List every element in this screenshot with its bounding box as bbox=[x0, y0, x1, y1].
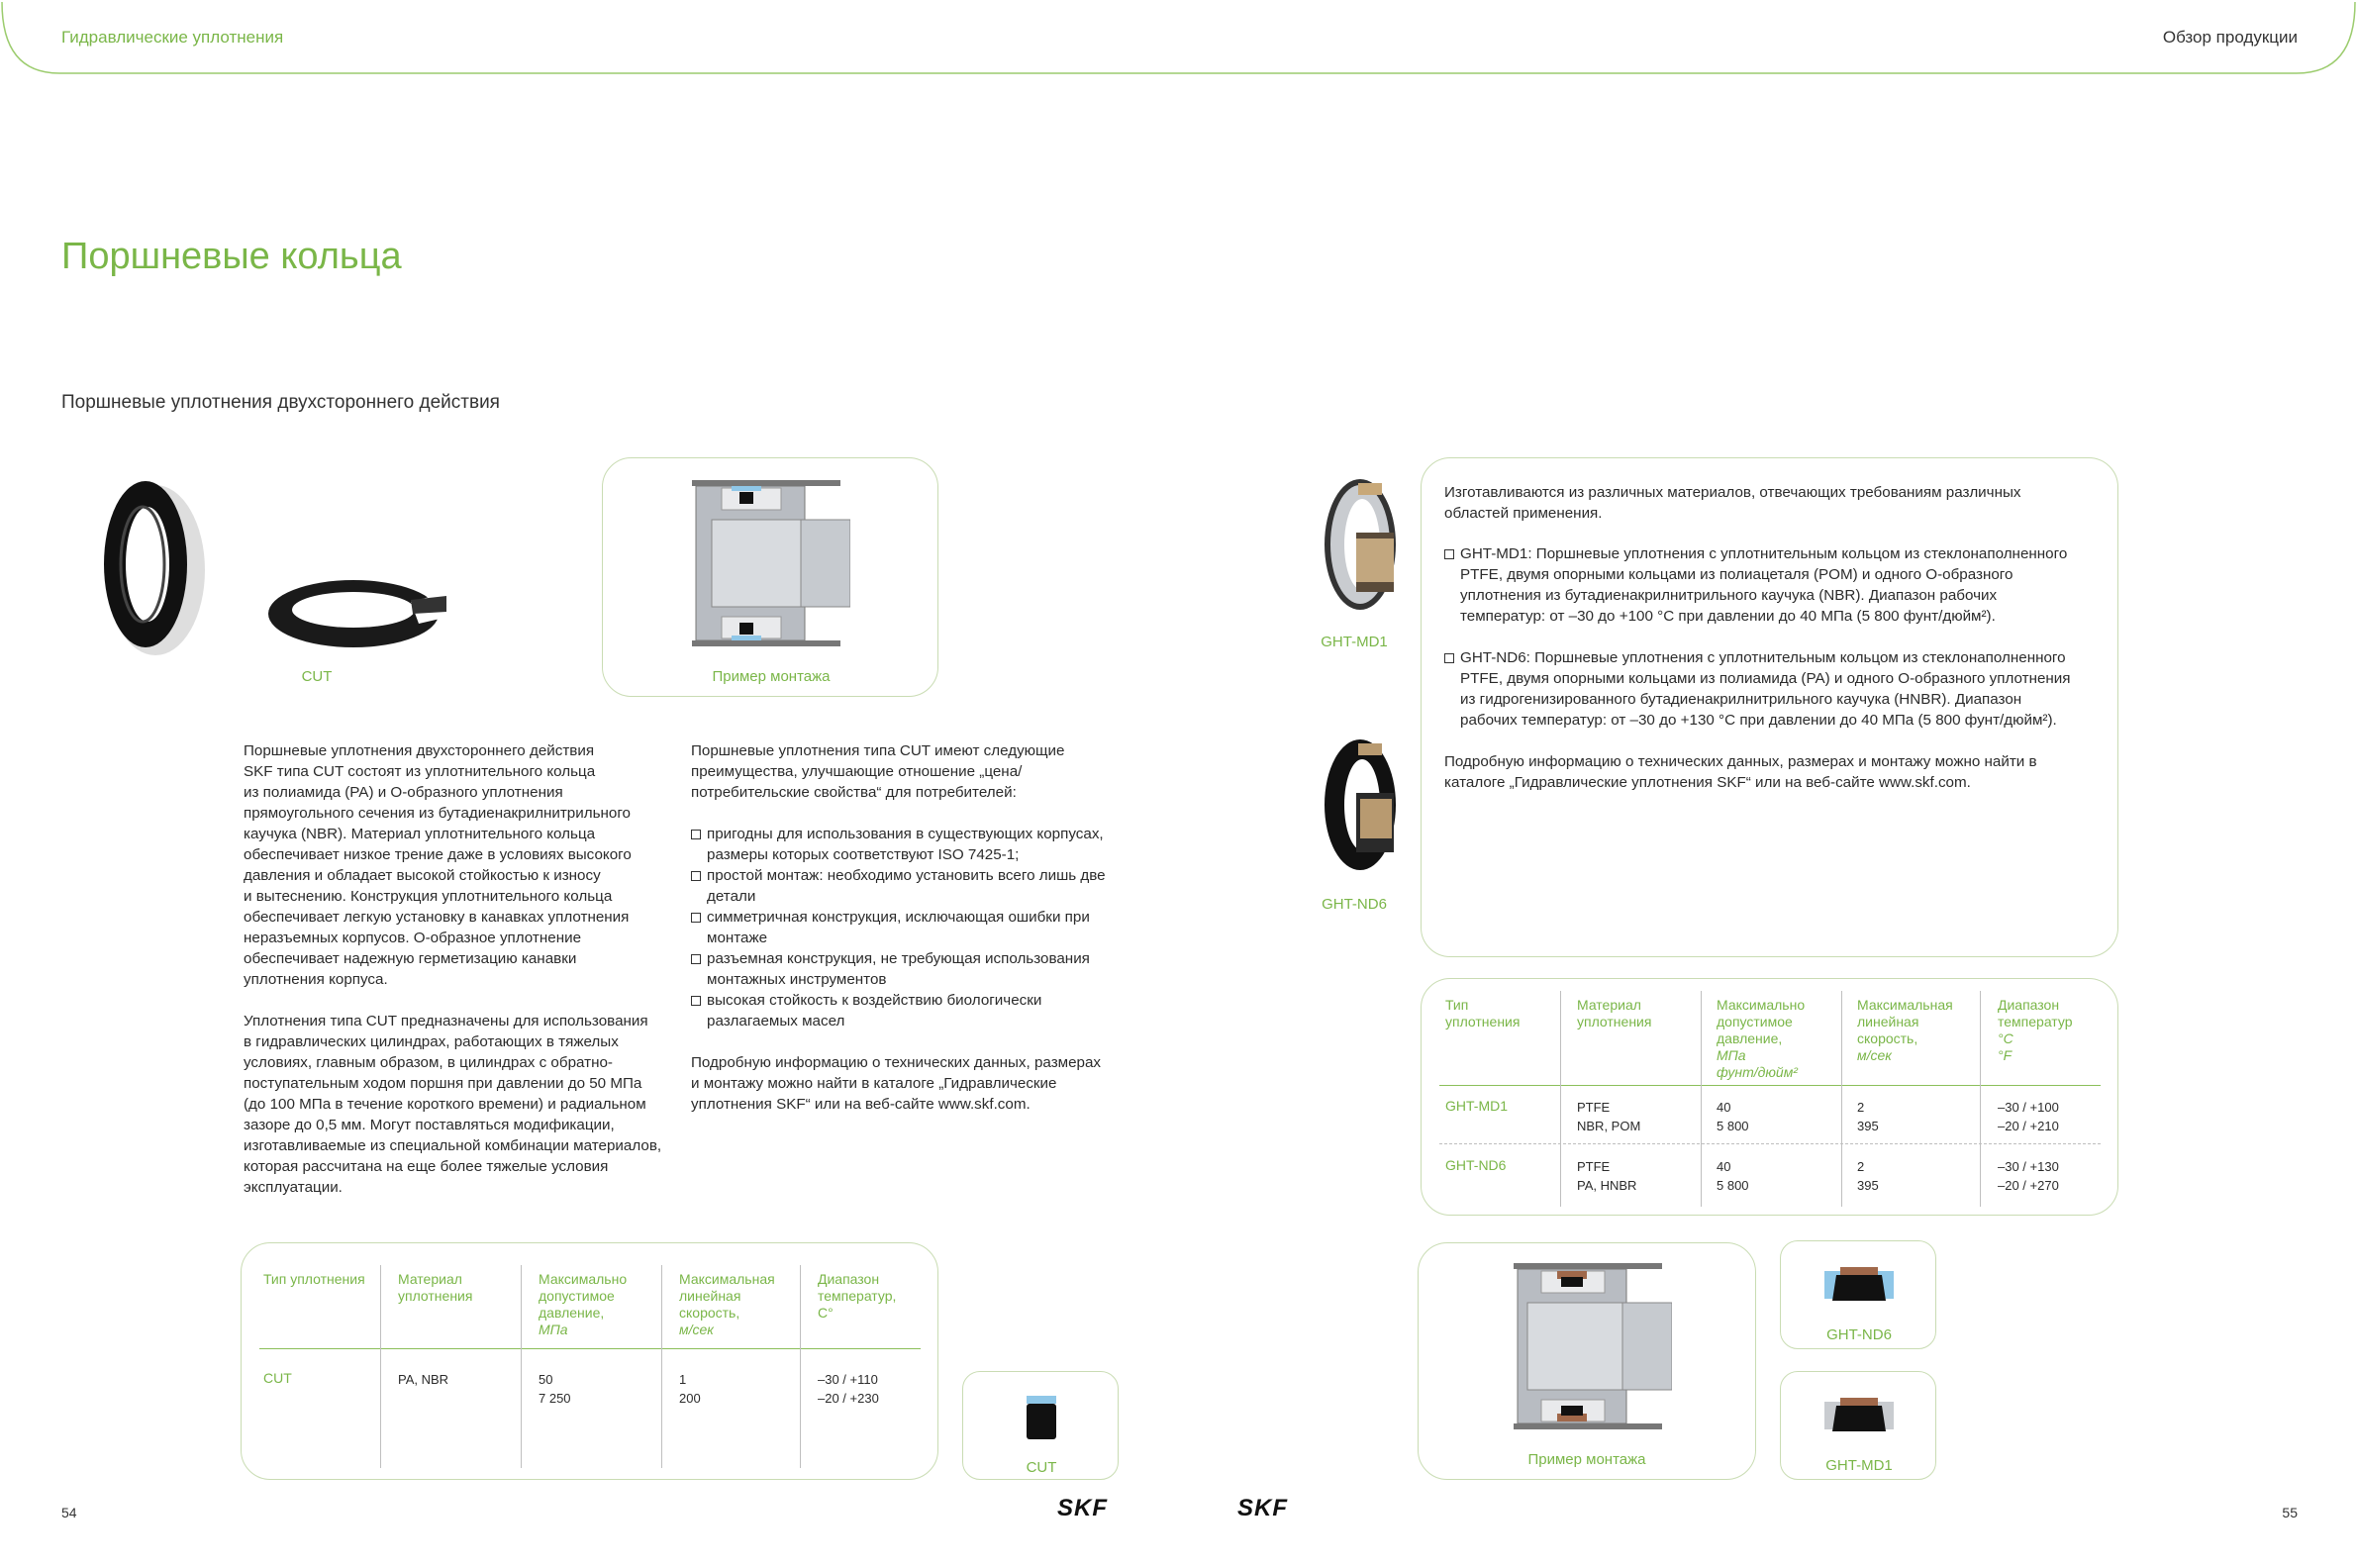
table-header: Тип уплотнения bbox=[263, 1271, 365, 1287]
md1-profile-box bbox=[1780, 1371, 1936, 1480]
nd6-profile-icon bbox=[1824, 1265, 1894, 1305]
ght-md1-image bbox=[1317, 477, 1396, 611]
cut-caption: CUT bbox=[301, 668, 333, 685]
table-cell: PTFE PA, HNBR bbox=[1577, 1159, 1637, 1193]
table-cell: PTFE NBR, POM bbox=[1577, 1100, 1641, 1133]
cut-profile-icon bbox=[1025, 1394, 1058, 1441]
table-cell: –30 / +130 –20 / +270 bbox=[1998, 1159, 2059, 1193]
advantages-footer: Подробную информацию о технических данных, размерах и монтажу можно найти в каталоге „Гидравлические уплотнения SKF“ или на веб-сайте www.skf.com. bbox=[691, 1054, 1102, 1113]
cut-description: Поршневые уплотнения двухстороннего действия SKF типа CUT состоят из уплотнительного кольца из полиамида (PA) и O-образного уплотнения прямоугольного сечения из бутадиенакрилнитрильного каучука (NBR). Материал уплотнительного кольца обеспечивает низкое трение даже в условиях высокого давления и обладает высокой стойкостью к износу и вытеснению. Конструкция уплотнительного кольца обеспечивает легкую установку в канавках уплотнения неразъемных корпусов. O-образное уплотнение обеспечивает надежную герметизацию канавки уплотнения корпуса. Уплотнения типа CUT предназначены для использования в гидравлических цилиндрах, работающих в тяжелых условиях, главным образом, в цилиндрах с обратно- поступательным ходом поршня при давлении до 50 МПа (до 100 МПа в течение короткого времени) и радиальном зазоре до 0,5 мм. Могут поставляться модификации, изготавливаемые из специальной комбинации материалов, которая рассчитана на еще более тяжелые условия эксплуатации. bbox=[244, 742, 662, 1196]
cut-small-caption: CUT bbox=[1026, 1459, 1057, 1476]
cut-advantages bbox=[691, 740, 1127, 1115]
table-header: Материал уплотнения bbox=[398, 1271, 473, 1304]
column-divider bbox=[1980, 991, 1981, 1207]
table-header: Диапазон температур, C° bbox=[818, 1271, 897, 1321]
table-cell: –30 / +110 –20 / +230 bbox=[818, 1372, 879, 1406]
advantages-list bbox=[691, 824, 1127, 1031]
nd6-small-caption: GHT-ND6 bbox=[1826, 1326, 1892, 1343]
skf-logo: SKF bbox=[1057, 1495, 1108, 1521]
table-cell: GHT-ND6 bbox=[1445, 1157, 1507, 1173]
table-row-divider bbox=[1439, 1143, 2101, 1144]
ght-spec-table bbox=[1421, 978, 2118, 1216]
column-divider bbox=[800, 1265, 801, 1468]
table-header: Максимально допустимое давление, МПа фунт/дюйм² bbox=[1717, 997, 1806, 1080]
table-divider bbox=[1439, 1085, 2101, 1086]
table-header: Диапазон температур °C °F bbox=[1998, 997, 2073, 1063]
md1-small-caption: GHT-MD1 bbox=[1825, 1457, 1893, 1474]
mounting-drawing bbox=[1514, 1263, 1672, 1431]
mounting-example-box-right bbox=[1418, 1242, 1756, 1480]
list-item: высокая стойкость к воздействию биологически разлагаемых масел bbox=[691, 990, 1127, 1031]
cut-ring-side-image bbox=[94, 475, 213, 658]
table-cell: CUT bbox=[263, 1370, 292, 1386]
ght-intro: Изготавливаются из различных материалов, отвечающих требованиям различных областей применения. bbox=[1444, 484, 2021, 522]
table-cell: GHT-MD1 bbox=[1445, 1098, 1508, 1114]
table-cell: 40 5 800 bbox=[1717, 1100, 1749, 1133]
nd6-profile-box bbox=[1780, 1240, 1936, 1349]
mounting-drawing bbox=[692, 480, 850, 648]
column-divider bbox=[521, 1265, 522, 1468]
column-divider bbox=[1560, 991, 1561, 1207]
advantages-intro: Поршневые уплотнения типа CUT имеют следующие преимущества, улучшающие отношение „цена/ потребительские свойства“ для потребителей: bbox=[691, 742, 1065, 801]
cut-spec-table bbox=[241, 1242, 938, 1480]
cut-profile-box bbox=[962, 1371, 1119, 1480]
table-cell: PA, NBR bbox=[398, 1372, 449, 1387]
list-item: разъемная конструкция, не требующая использования монтажных инструментов bbox=[691, 948, 1127, 990]
table-header: Материал уплотнения bbox=[1577, 997, 1652, 1029]
table-header: Максимальная линейная скорость, м/сек bbox=[679, 1271, 775, 1337]
table-divider bbox=[259, 1348, 921, 1349]
table-cell: 2 395 bbox=[1857, 1100, 1879, 1133]
list-item: симметричная конструкция, исключающая ошибки при монтаже bbox=[691, 907, 1127, 948]
header-divider bbox=[0, 0, 2357, 75]
table-header: Максимальная линейная скорость, м/сек bbox=[1857, 997, 1953, 1063]
column-divider bbox=[661, 1265, 662, 1468]
table-cell: 1 200 bbox=[679, 1372, 701, 1406]
page-number-right: 55 bbox=[2282, 1505, 2298, 1520]
mount-caption: Пример монтажа bbox=[1527, 1451, 1646, 1468]
table-header: Максимально допустимое давление, МПа bbox=[539, 1271, 628, 1337]
list-item: GHT-ND6: Поршневые уплотнения с уплотнительным кольцом из стеклонаполненного PTFE, двумя опорными кольцами из полиамида (PA) и одного O-образного уплотнения из гидрогенизированного бутадиенакрилнитрильного каучука (HNBR). Диапазон рабочих температур: от –30 до +130 °C при давлении до 40 МПа (5 800 фунт/дюйм²). bbox=[1444, 647, 2108, 731]
section-label: Обзор продукции bbox=[2162, 28, 2298, 47]
page-subtitle: Поршневые уплотнения двухстороннего действия bbox=[61, 392, 500, 413]
column-divider bbox=[380, 1265, 381, 1468]
md1-caption: GHT-MD1 bbox=[1321, 634, 1388, 650]
table-cell: –30 / +100 –20 / +210 bbox=[1998, 1100, 2059, 1133]
list-item: GHT-MD1: Поршневые уплотнения с уплотнительным кольцом из стеклонаполненного PTFE, двумя опорными кольцами из полиацеталя (POM) и одного O-образного уплотнения из бутадиенакрилнитрильного каучука (NBR). Диапазон рабочих температур: от –30 до +100 °C при давлении до 40 МПа (5 800 фунт/дюйм²). bbox=[1444, 543, 2108, 627]
table-header: Тип уплотнения bbox=[1445, 997, 1521, 1029]
table-cell: 40 5 800 bbox=[1717, 1159, 1749, 1193]
mounting-example-box-left bbox=[602, 457, 938, 697]
page-title: Поршневые кольца bbox=[61, 236, 402, 277]
table-cell: 2 395 bbox=[1857, 1159, 1879, 1193]
ght-variants-list bbox=[1444, 543, 2108, 731]
column-divider bbox=[1841, 991, 1842, 1207]
page-number-left: 54 bbox=[61, 1505, 77, 1520]
ght-footer: Подробную информацию о технических данных, размерах и монтажу можно найти в каталоге „Гидравлические уплотнения SKF“ или на веб-сайте www.skf.com. bbox=[1444, 753, 2037, 791]
nd6-caption: GHT-ND6 bbox=[1322, 896, 1387, 913]
list-item: пригодны для использования в существующих корпусах, размеры которых соответствуют ISO 7425-1; bbox=[691, 824, 1127, 865]
mount-caption: Пример монтажа bbox=[712, 668, 831, 685]
ght-description-box bbox=[1421, 457, 2118, 957]
table-cell: 50 7 250 bbox=[539, 1372, 571, 1406]
ght-nd6-image bbox=[1317, 737, 1396, 871]
list-item: простой монтаж: необходимо установить всего лишь две детали bbox=[691, 865, 1127, 907]
cut-ring-flat-image bbox=[262, 572, 450, 651]
section-title: Гидравлические уплотнения bbox=[61, 28, 284, 47]
skf-logo: SKF bbox=[1237, 1495, 1288, 1521]
md1-profile-icon bbox=[1824, 1396, 1894, 1435]
column-divider bbox=[1701, 991, 1702, 1207]
